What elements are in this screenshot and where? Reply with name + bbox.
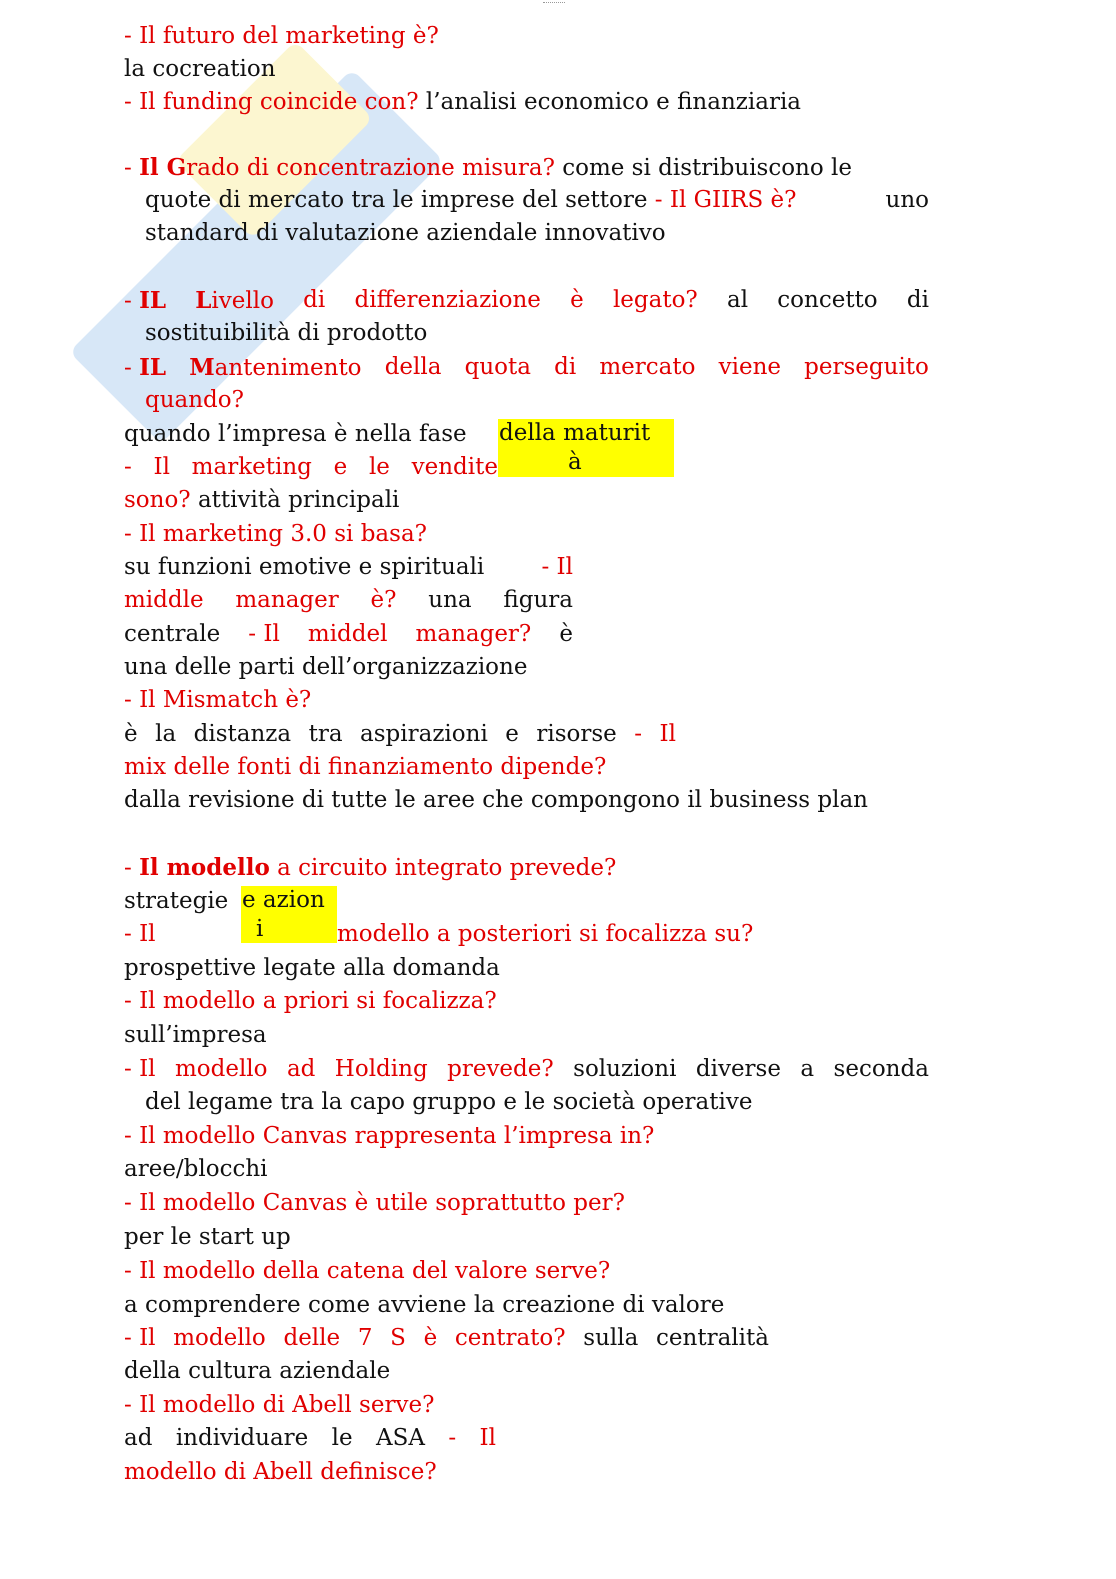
question-word: quota [464,354,531,380]
answer-livello-part2: sostituibilità di prodotto [145,320,428,346]
question-mismatch: - Il Mismatch è? [124,687,312,713]
qa-abell-serve [124,1422,496,1455]
answer-giirs-part1: uno [885,187,929,213]
bullet-dash: - [124,855,140,881]
question-word: è [570,287,584,313]
question-word: è [423,1325,438,1351]
answer-word: centralità [656,1325,769,1351]
answer-word: centrale [124,621,221,647]
answer-catena-valore: a comprendere come avviene la creazione di valore [124,1292,725,1318]
answer-word: le [331,1425,353,1451]
question-bold-prefix: Il modello [139,854,270,881]
question-priori: - Il modello a priori si focalizza? [124,988,497,1014]
question-word: prevede? [447,1056,554,1082]
question-giirs: - Il GIIRS è? [654,187,797,213]
question-word: - [634,721,643,747]
answer-word: risorse [536,721,617,747]
answer-word: al [726,287,749,313]
answer-middel-manager: una delle parti dell’organizzazione [124,654,528,680]
question-livello-word: Livello [195,287,274,314]
question-abell-definisce: modello di Abell definisce? [124,1459,437,1485]
answer-maturita-part1: della maturit [499,420,651,446]
answer-grado-part2: quote di mercato tra le imprese del settore [145,187,655,213]
question-word: perseguito [804,354,929,380]
question-word: delle [283,1325,341,1351]
answer-7s-part2: della cultura aziendale [124,1358,391,1384]
question-canvas-utile: - Il modello Canvas è utile soprattutto per? [124,1190,625,1216]
bullet-dash: - [124,155,140,181]
answer-circuito-part2: e azion [242,887,325,913]
qa-funding [124,86,801,119]
question-word: Il [659,721,676,747]
question-posteriori-part2: modello a posteriori si focalizza su? [337,921,754,947]
answer-word: è [559,621,573,647]
answer-priori: sull’impresa [124,1022,267,1048]
answer-posteriori: prospettive legate alla domanda [124,955,500,981]
answer-word: diverse [695,1056,781,1082]
question-word: Il [153,454,170,480]
qa-middle-manager [124,584,573,617]
answer-word: figura [503,587,573,613]
answer-word: e [505,721,519,747]
question-word: e [333,454,348,480]
question-circuito-rest: a circuito integrato prevede? [269,855,617,881]
answer-word: una [428,587,472,613]
question-word: le [368,454,390,480]
answer-holding-part2: del legame tra la capo gruppo e le società operative [145,1089,753,1115]
question-word: modello [174,1056,268,1082]
question-word: vendite [411,454,498,480]
question-mix-fonti: mix delle fonti di finanziamento dipende? [124,754,607,780]
question-word: S [390,1325,406,1351]
question-futuro-marketing: - Il futuro del marketing è? [124,23,439,49]
question-word: è? [370,587,397,613]
answer-word: distanza [193,721,292,747]
question-word: - Il [124,1325,156,1351]
question-middle-manager-part1: - Il [541,554,573,580]
answer-word: concetto [777,287,878,313]
question-circuito-integrato [124,851,616,885]
qa-grado-concentrazione [124,151,852,185]
answer-canvas-utile: per le start up [124,1224,291,1250]
answer-marketing-3: su funzioni emotive e spirituali [124,554,485,580]
question-word: Holding [334,1056,428,1082]
answer-word: è [124,721,138,747]
answer-giirs-part2: standard di valutazione aziendale innovativo [145,220,666,246]
answer-word: di [906,287,929,313]
qa-middel-manager [124,618,573,651]
answer-mantenimento: quando l’impresa è nella fase [124,421,467,447]
qa-marketing-vendite-line2 [124,484,399,517]
question-word: della [384,354,442,380]
question-canvas-rappresenta: - Il modello Canvas rappresenta l’impresa in? [124,1123,655,1149]
question-word: modello [173,1325,266,1351]
question-word: 7 [357,1325,373,1351]
answer-funding: l’analisi economico e finanziaria [418,89,802,115]
answer-canvas-rappresenta: aree/blocchi [124,1156,268,1182]
answer-word: aspirazioni [360,721,488,747]
question-word: manager? [415,621,532,647]
qa-holding [124,1053,929,1086]
question-posteriori-part1: - Il [124,921,156,947]
qa-mismatch [124,718,676,751]
question-word: middle [124,587,204,613]
answer-word: la [155,721,177,747]
question-funding: - Il funding coincide con? [124,89,419,115]
question-mantenimento [124,351,929,385]
question-word: mercato [599,354,696,380]
question-word: legato? [612,287,698,313]
question-word: viene [718,354,782,380]
qa-marketing-3-line [124,551,573,584]
question-marketing-vendite-part2: sono? [124,487,191,513]
answer-word: ad [124,1425,153,1451]
question-bold-prefix: Il G [139,154,187,181]
question-marketing-3: - Il marketing 3.0 si basa? [124,521,427,547]
question-abell-serve: - Il modello di Abell serve? [124,1392,435,1418]
answer-word: tra [308,721,343,747]
qa-7s [124,1322,769,1355]
answer-word: individuare [175,1425,309,1451]
answer-marketing-vendite: attività principali [190,487,400,513]
answer-circuito-part3: i [256,916,264,942]
qa-giirs-line [145,184,929,217]
question-word: marketing [191,454,312,480]
question-word: middel [307,621,388,647]
question-word: manager [235,587,339,613]
bullet-dash: - IL [124,287,167,314]
answer-word: ASA [375,1425,425,1451]
question-grado: rado di concentrazione misura? [186,155,555,181]
question-word: - Il [248,621,280,647]
question-word: - Il [124,1056,156,1082]
question-marketing-vendite [124,451,498,484]
question-word: Il [479,1425,496,1451]
answer-word: a [800,1056,815,1082]
answer-word: seconda [833,1056,929,1082]
question-word: differenziazione [354,287,541,313]
page-header-mark [543,2,565,5]
question-word: di [554,354,577,380]
question-catena-valore: - Il modello della catena del valore serve? [124,1258,611,1284]
answer-futuro-marketing: la cocreation [124,56,276,82]
question-word: centrato? [454,1325,566,1351]
answer-maturita-part2: à [568,449,582,475]
answer-word: soluzioni [573,1056,677,1082]
answer-circuito-part1: strategie [124,888,229,914]
qa-livello-differenziazione [124,284,929,318]
bullet-dash: - [124,454,132,480]
question-word: - [448,1425,457,1451]
bullet-dash: - IL [124,354,167,381]
question-word: ad [286,1056,316,1082]
answer-word: sulla [583,1325,639,1351]
answer-mix-fonti: dalla revisione di tutte le aree che compongono il business plan [124,787,868,813]
answer-grado-part1: come si distribuiscono le [554,155,852,181]
question-mantenimento-part2: quando? [145,387,244,413]
question-word: di [303,287,326,313]
question-mantenimento-word: Mantenimento [189,354,362,381]
